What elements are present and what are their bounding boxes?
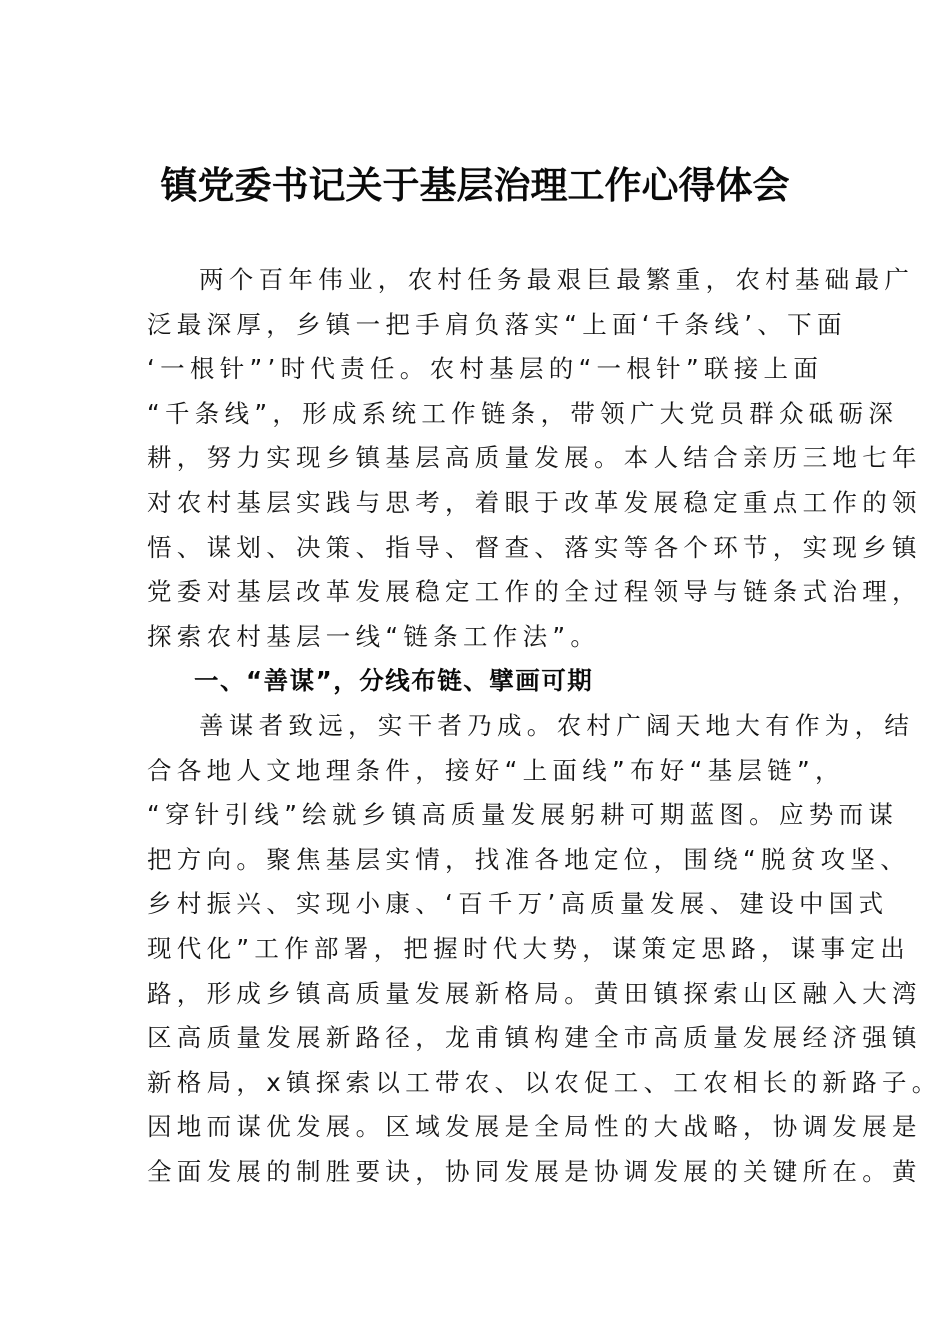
paragraph-line: 泛最深厚，乡镇一把手肩负落实“上面‘千条线’、下面	[147, 309, 847, 339]
section-heading: 一、“善谋”，分线布链、擘画可期	[194, 666, 594, 696]
paragraph-line: 新格局，x镇探索以工带农、以农促工、工农相长的新路子。	[147, 1067, 942, 1097]
paragraph-line: 现代化”工作部署，把握时代大势，谋策定思路，谋事定出	[147, 933, 910, 963]
document-title: 镇党委书记关于基层治理工作心得体会	[160, 163, 790, 207]
paragraph-line: 因地而谋优发展。区域发展是全局性的大战略，协调发展是	[147, 1112, 922, 1142]
paragraph-line: “千条线”，形成系统工作链条，带领广大党员群众砥砺深	[147, 398, 899, 428]
paragraph-line: 全面发展的制胜要诀，协同发展是协调发展的关键所在。黄	[147, 1156, 922, 1186]
paragraph-line: ‘一根针”’时代责任。农村基层的“一根针”联接上面	[147, 354, 824, 384]
paragraph-line: 对农村基层实践与思考，着眼于改革发展稳定重点工作的领	[147, 487, 922, 517]
paragraph-line: “穿针引线”绘就乡镇高质量发展躬耕可期蓝图。应势而谋	[147, 800, 899, 830]
paragraph-line: 悟、谋划、决策、指导、督查、落实等各个环节，实现乡镇	[147, 532, 922, 562]
paragraph-line: 探索农村基层一线“链条工作法”。	[147, 621, 601, 651]
document-body	[147, 258, 942, 1194]
paragraph-line: 两个百年伟业，农村任务最艰巨最繁重，农村基础最广	[199, 265, 915, 294]
paragraph-line: 合各地人文地理条件，接好“上面线”布好“基层链”，	[147, 755, 845, 785]
paragraph-line: 乡村振兴、实现小康、‘百千万’高质量发展、建设中国式	[147, 889, 889, 919]
paragraph-line: 善谋者致远，实干者乃成。农村广阔天地大有作为，结	[199, 710, 915, 740]
paragraph-line: 把方向。聚焦基层实情，找准各地定位，围绕“脱贫攻坚、	[147, 844, 910, 874]
paragraph-line: 路，形成乡镇高质量发展新格局。黄田镇探索山区融入大湾	[147, 978, 922, 1008]
paragraph-line: 党委对基层改革发展稳定工作的全过程领导与链条式治理，	[147, 577, 922, 607]
paragraph-line: 区高质量发展新路径，龙甫镇构建全市高质量发展经济强镇	[147, 1023, 922, 1053]
paragraph-line: 耕，努力实现乡镇基层高质量发展。本人结合亲历三地七年	[147, 443, 922, 473]
